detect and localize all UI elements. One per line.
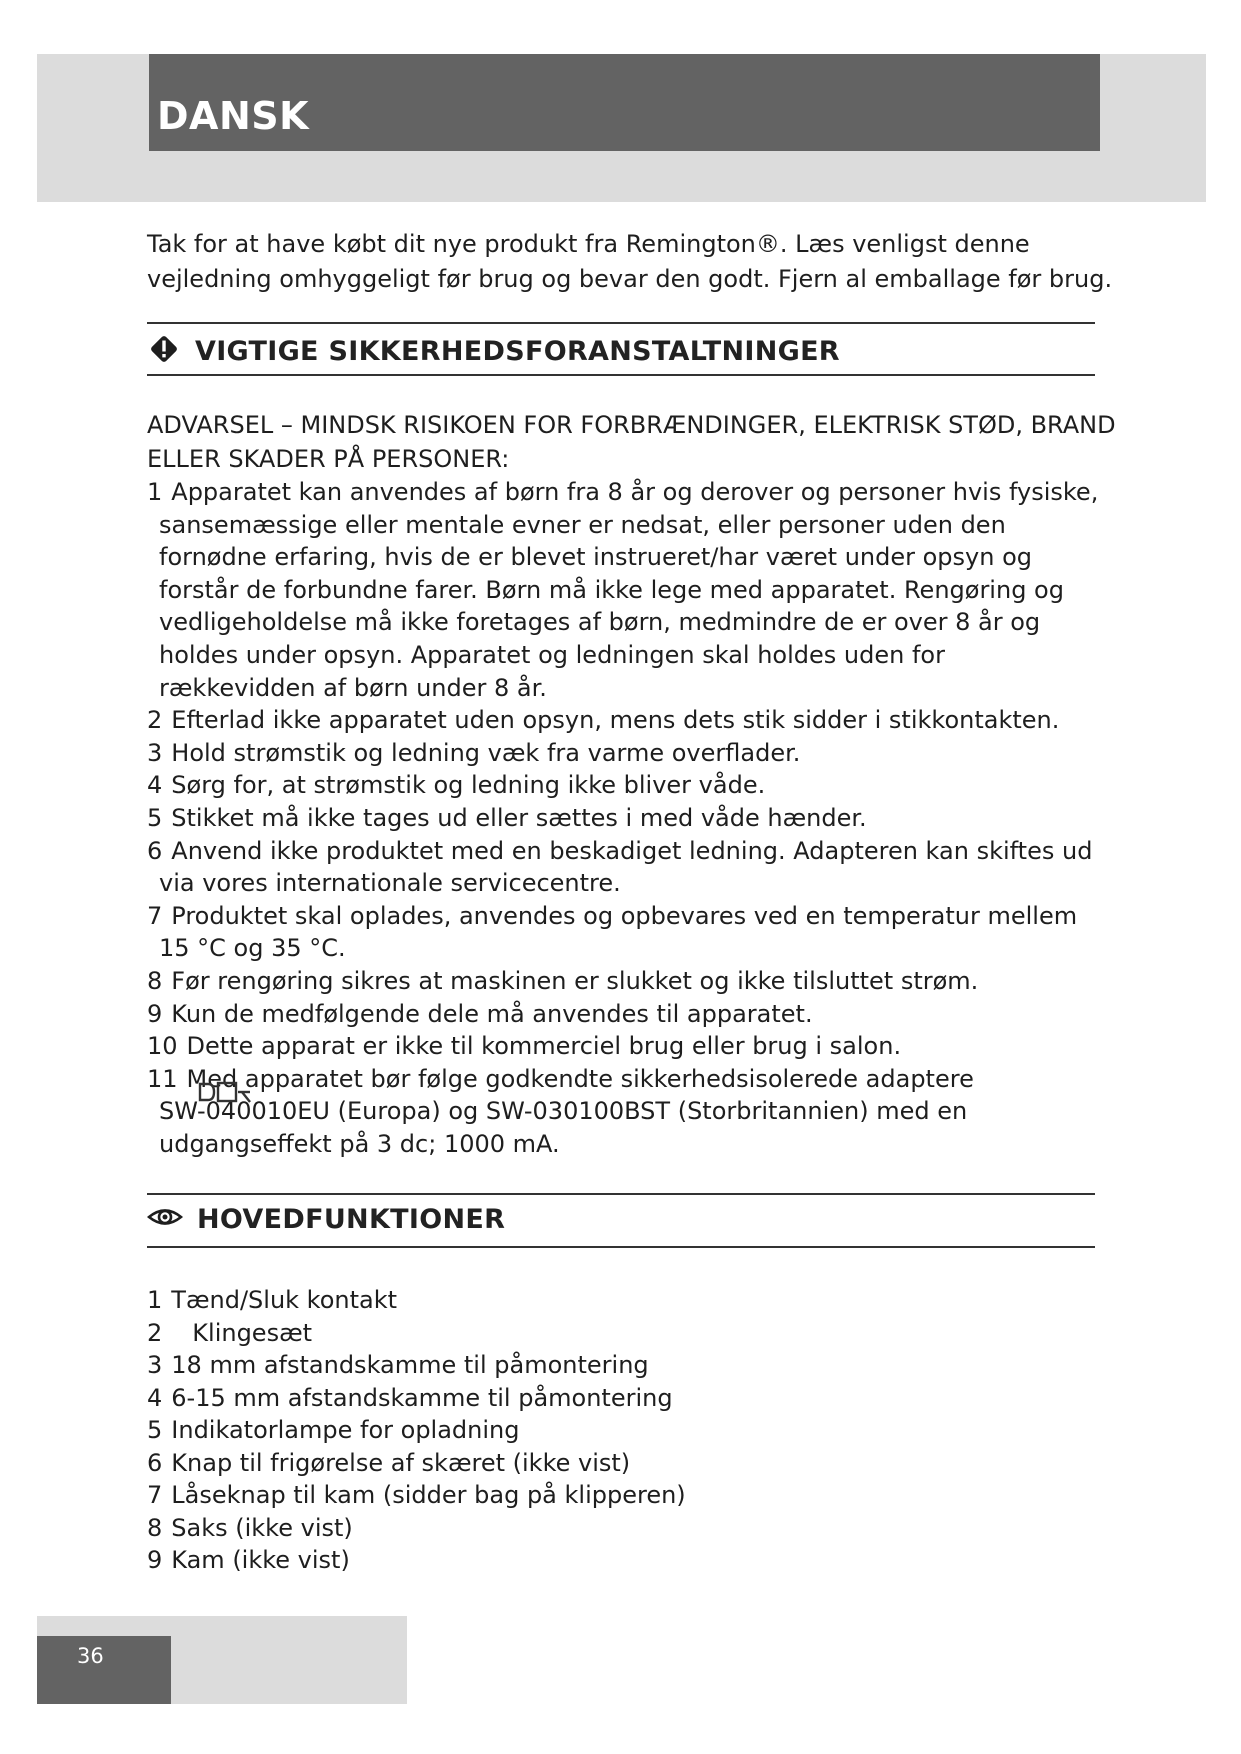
warning-diamond-icon: [147, 332, 181, 370]
dc-adapter-icon: [198, 1078, 252, 1112]
features-heading: [147, 1203, 505, 1235]
list-item: 10 Dette apparat er ikke til kommerciel brug eller brug i salon.: [147, 1032, 902, 1061]
list-item: 2 Klingesæt: [147, 1318, 313, 1347]
list-item: 2 Efterlad ikke apparatet uden opsyn, mens dets stik sidder i stikkontakten.: [147, 706, 1060, 735]
list-item: 7 Låseknap til kam (sidder bag på klipperen): [147, 1481, 686, 1509]
list-item: 3 Hold strømstik og ledning væk fra varme overflader.: [147, 738, 801, 767]
section-divider: [147, 1246, 1095, 1248]
list-item: 11 Med apparatet bør følge godkendte sikkerhedsisolerede adaptere SW-040010EU (Europa) og SW-030100BST (Storbritannien) med en udgangseffekt på 3 dc; 1000 mA.: [147, 1064, 974, 1158]
footer-bar: [37, 1636, 171, 1704]
section-divider: [147, 322, 1095, 324]
section-divider: [147, 1193, 1095, 1195]
list-item: 4 Sørg for, at strømstik og ledning ikke bliver våde.: [147, 771, 766, 800]
features-heading-label: HOVEDFUNKTIONER: [197, 1203, 506, 1235]
safety-heading-label: VIGTIGE SIKKERHEDSFORANSTALTNINGER: [195, 335, 840, 367]
page-number: 36: [77, 1644, 104, 1668]
list-item: 8 Før rengøring sikres at maskinen er slukket og ikke tilsluttet strøm.: [147, 966, 979, 995]
list-item: 1 Apparatet kan anvendes af børn fra 8 år og derover og personer hvis fysiske, sansemæssige eller mentale evner er nedsat, eller personer uden den fornødne erfaring, hvis de er blevet instrueret/har været under opsyn og forstår de forbundne farer. Børn må ikke lege med apparatet. Rengøring og vedligeholdelse må ikke foretages af børn, medmindre de er over 8 år og holdes under opsyn. Apparatet og ledningen skal holdes uden for rækkevidden af børn under 8 år.: [147, 478, 1099, 702]
eye-icon: [147, 1203, 183, 1235]
list-item: 6 Knap til frigørelse af skæret (ikke vist): [147, 1448, 631, 1477]
intro-line-2: vejledning omhyggeligt før brug og bevar den godt. Fjern al emballage før brug.: [147, 265, 1113, 293]
intro-line-1: Tak for at have købt dit nye produkt fra Remington®. Læs venligst denne: [147, 230, 1030, 258]
section-divider: [147, 374, 1095, 376]
warning-line-1: ADVARSEL – MINDSK RISIKOEN FOR FORBRÆNDINGER, ELEKTRISK STØD, BRAND: [147, 411, 1116, 439]
list-item: 6 Anvend ikke produktet med en beskadiget ledning. Adapteren kan skiftes ud via vores internationale servicecentre.: [147, 836, 1093, 898]
safety-list: [147, 476, 1098, 1160]
warning-line-2: ELLER SKADER PÅ PERSONER:: [147, 445, 510, 473]
features-list: [147, 1284, 686, 1577]
list-item: 3 18 mm afstandskamme til påmontering: [147, 1351, 649, 1379]
list-item: 5 Stikket må ikke tages ud eller sættes i med våde hænder.: [147, 803, 867, 832]
safety-heading: [147, 332, 840, 370]
list-item: 9 Kun de medfølgende dele må anvendes til apparatet.: [147, 999, 813, 1028]
list-item: 7 Produktet skal oplades, anvendes og opbevares ved en temperatur mellem 15 °C og 35 °C.: [147, 901, 1078, 963]
intro-paragraph: [147, 227, 1113, 297]
list-item: 9 Kam (ikke vist): [147, 1546, 350, 1574]
warning-text: [147, 408, 1116, 476]
page-title: DANSK: [157, 94, 310, 138]
list-item: 5 Indikatorlampe for opladning: [147, 1416, 520, 1444]
list-item: 1 Tænd/Sluk kontakt: [147, 1286, 398, 1314]
list-item: 4 6-15 mm afstandskamme til påmontering: [147, 1383, 673, 1412]
list-item: 8 Saks (ikke vist): [147, 1513, 353, 1542]
